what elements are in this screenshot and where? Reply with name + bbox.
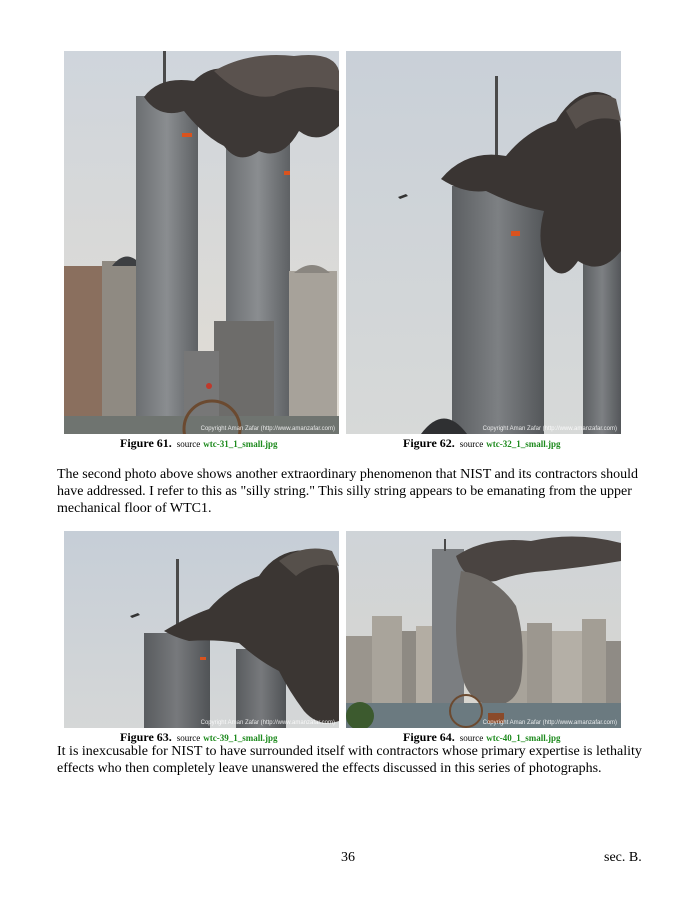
figure-62-source-label: source — [459, 439, 484, 449]
figure-62-copyright: Copyright Aman Zafar (http://www.amanzafar.com) — [482, 426, 617, 432]
figure-61-copyright: Copyright Aman Zafar (http://www.amanzafar.com) — [200, 426, 335, 432]
figure-62-photo — [346, 51, 621, 434]
figure-61-source-label: source — [176, 439, 201, 449]
figure-62-caption — [403, 436, 561, 451]
figure-61-source-file: wtc-31_1_small.jpg — [203, 439, 278, 449]
paragraph-contractors: It is inexcusable for NIST to have surrounded itself with contractors whose primary expertise is lethality effects who then completely leave unanswered the effects discussed in this series of photographs. — [57, 744, 642, 776]
figure-63-source-file: wtc-39_1_small.jpg — [203, 733, 278, 743]
figure-64-source-file: wtc-40_1_small.jpg — [486, 733, 561, 743]
figure-64-source-label: source — [459, 733, 484, 743]
figure-62-source-file: wtc-32_1_small.jpg — [486, 439, 561, 449]
figure-63-source-label: source — [176, 733, 201, 743]
figure-64-label: Figure 64. — [403, 730, 455, 744]
figure-62-label: Figure 62. — [403, 436, 455, 450]
figure-61-photo — [64, 51, 339, 434]
paragraph-silly-string: The second photo above shows another extraordinary phenomenon that NIST and its contractors should have addressed. I refer to this as "silly string." This silly string appears to be emanating from the upper mechanical floor of WTC1. — [57, 467, 638, 516]
figure-61-caption — [120, 436, 278, 451]
figure-64-photo — [346, 531, 621, 728]
figure-63-label: Figure 63. — [120, 730, 172, 744]
section-label: sec. B. — [604, 850, 642, 865]
figure-63-photo — [64, 531, 339, 728]
figure-63-copyright: Copyright Aman Zafar (http://www.amanzafar.com) — [200, 720, 335, 726]
figure-64-copyright: Copyright Aman Zafar (http://www.amanzafar.com) — [482, 720, 617, 726]
figure-61-label: Figure 61. — [120, 436, 172, 450]
page-number: 36 — [341, 850, 355, 865]
